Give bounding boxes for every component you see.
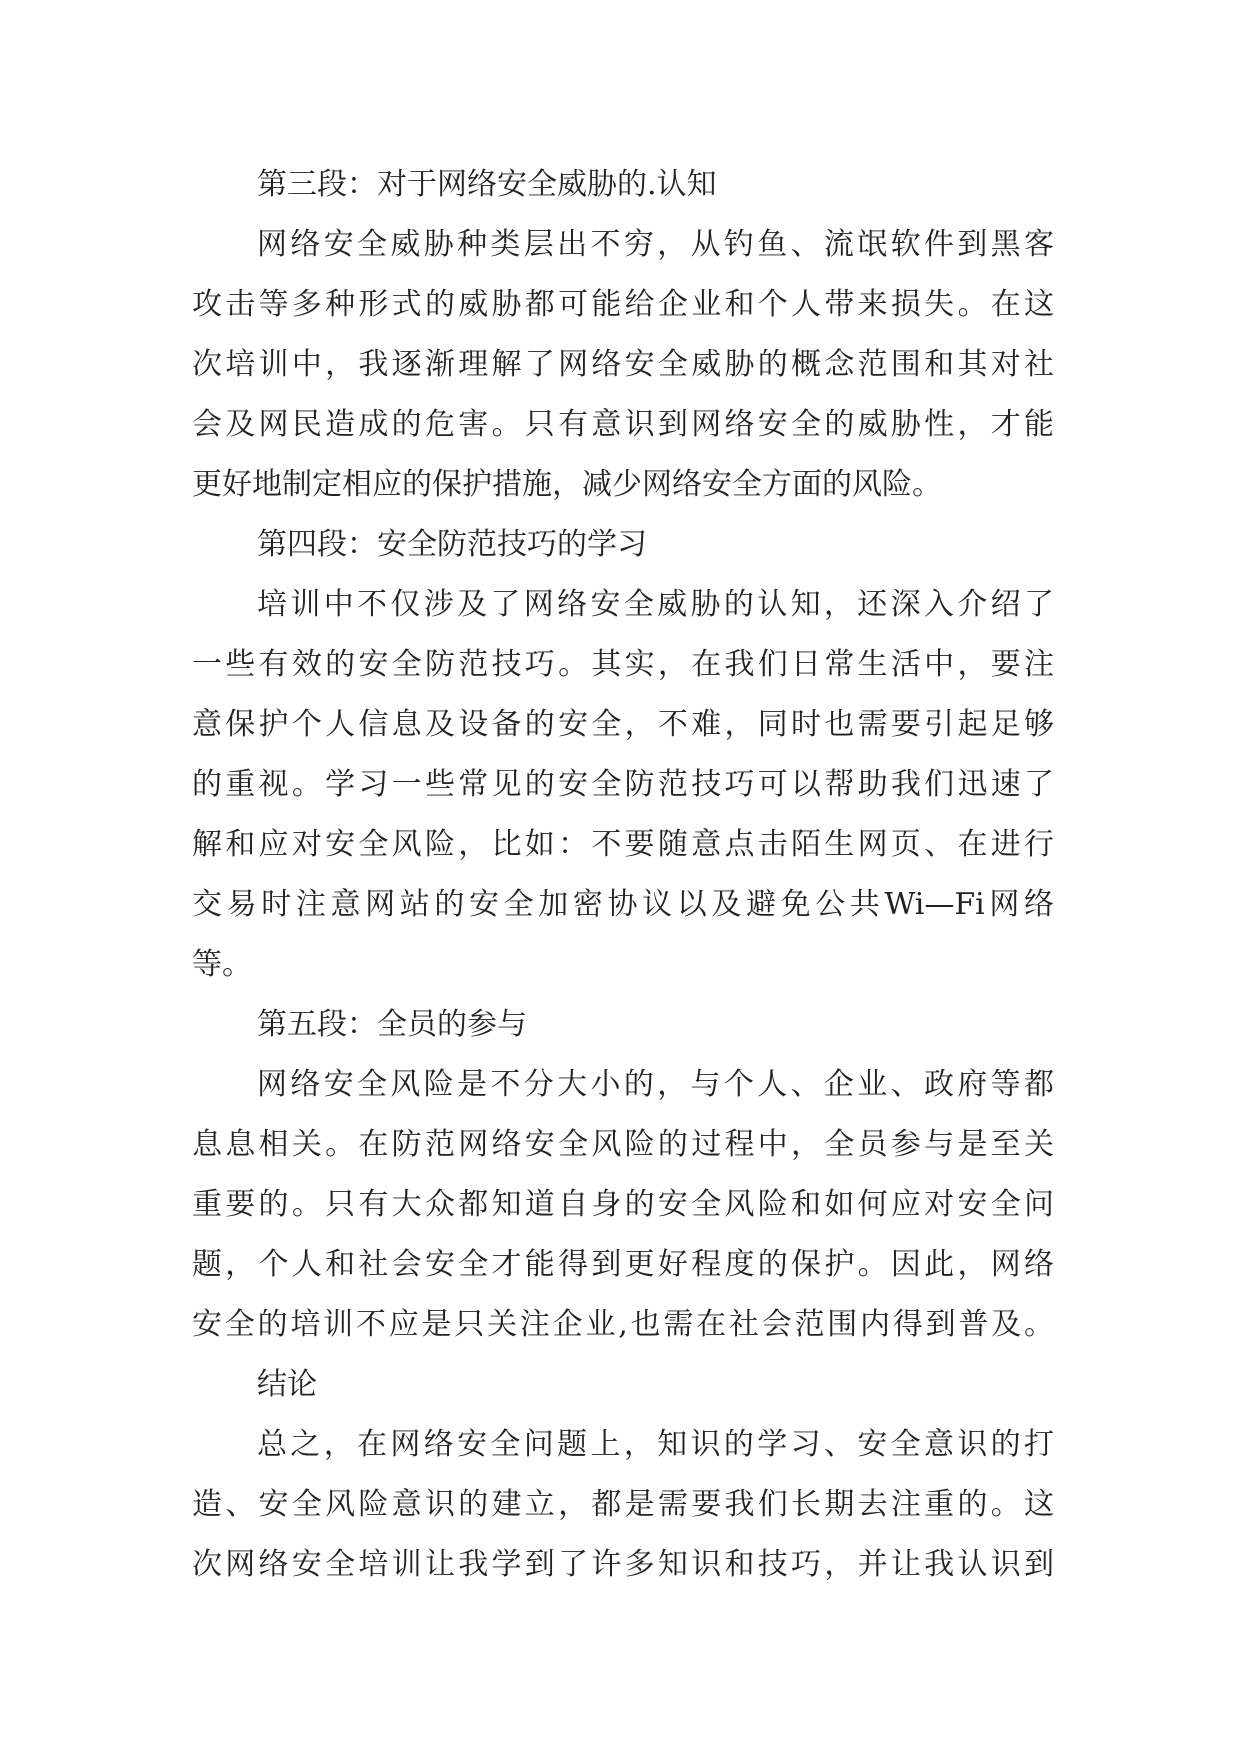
paragraph-line-text: 息息相关。在防范网络安全风险的过程中，全员参与是至关 [192,1127,1054,1162]
paragraph-line-text: 总之，在网络安全问题上，知识的学习、安全意识的打 [257,1427,1054,1462]
paragraph-line [192,275,1054,335]
paragraph-line-text: 一些有效的安全防范技巧。其实，在我们日常生活中，要注 [192,647,1054,682]
paragraph-line-text: 攻击等多种形式的威胁都可能给企业和个人带来损失。在这 [192,287,1054,322]
paragraph-line [192,1055,1054,1115]
paragraph-line [192,815,1054,875]
paragraph-line [192,1115,1054,1175]
paragraph-line [192,1475,1054,1535]
paragraph-line-text: 网络安全威胁种类层出不穷，从钓鱼、流氓软件到黑客 [257,227,1054,262]
paragraph-line [192,575,1054,635]
section-heading [192,515,1054,575]
paragraph-line [192,1235,1054,1295]
paragraph-line-text: 解和应对安全风险，比如：不要随意点击陌生网页、在进行 [192,827,1054,862]
paragraph-line [192,1295,1054,1355]
paragraph-line-text: 培训中不仅涉及了网络安全威胁的认知，还深入介绍了 [257,587,1054,622]
section-heading [192,1355,1054,1415]
paragraph-line [192,695,1054,755]
document-page [192,155,1054,1595]
paragraph-line [192,875,1054,935]
section-heading-text: 结论 [257,1367,317,1402]
paragraph-line-text: 造、安全风险意识的建立，都是需要我们长期去注重的。这 [192,1487,1054,1522]
paragraph-line [192,755,1054,815]
paragraph-line [192,1535,1054,1595]
paragraph-line-text: 题，个人和社会安全才能得到更好程度的保护。因此，网络 [192,1247,1054,1282]
paragraph-line-text: 更好地制定相应的保护措施，减少网络安全方面的风险。 [192,467,942,502]
paragraph-line-text: 安全的培训不应是只关注企业,也需在社会范围内得到普及。 [192,1307,1054,1342]
paragraph-line-text: 重要的。只有大众都知道自身的安全风险和如何应对安全问 [192,1187,1054,1222]
paragraph-line [192,455,1054,515]
paragraph-line [192,395,1054,455]
section-heading [192,995,1054,1055]
paragraph-line-text: 会及网民造成的危害。只有意识到网络安全的威胁性，才能 [192,407,1054,442]
paragraph-line-text: 次培训中，我逐渐理解了网络安全威胁的概念范围和其对社 [192,347,1054,382]
paragraph-line [192,635,1054,695]
section-heading-text: 第四段：安全防范技巧的学习 [257,527,647,562]
paragraph-line-text: 网络安全风险是不分大小的，与个人、企业、政府等都 [257,1067,1054,1102]
paragraph-line-text: 的重视。学习一些常见的安全防范技巧可以帮助我们迅速了 [192,767,1054,802]
paragraph-line [192,335,1054,395]
paragraph-line [192,215,1054,275]
section-heading-text: 第三段：对于网络安全威胁的.认知 [257,167,717,202]
paragraph-line-text: 交易时注意网站的安全加密协议以及避免公共Wi—Fi网络 [192,887,1054,922]
paragraph-line [192,1175,1054,1235]
paragraph-line-text: 意保护个人信息及设备的安全，不难，同时也需要引起足够 [192,707,1054,742]
paragraph-line [192,935,1054,995]
paragraph-line-text: 次网络安全培训让我学到了许多知识和技巧，并让我认识到 [192,1547,1054,1582]
paragraph-line-text: 等。 [192,947,252,982]
section-heading [192,155,1054,215]
section-heading-text: 第五段：全员的参与 [257,1007,527,1042]
paragraph-line [192,1415,1054,1475]
